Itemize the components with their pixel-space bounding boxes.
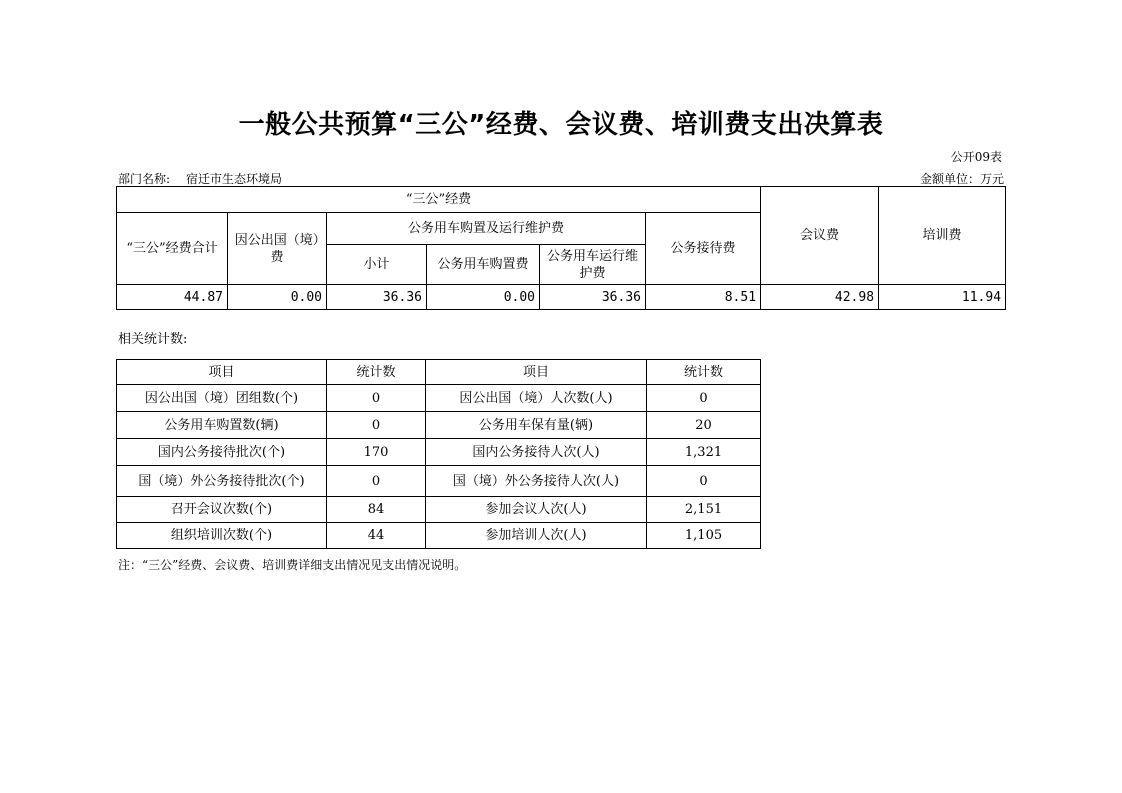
subtotal-value: 36.36 bbox=[327, 285, 427, 310]
vehicle-operation-value: 36.36 bbox=[540, 285, 646, 310]
meeting-fee-value: 42.98 bbox=[761, 285, 879, 310]
stats-count: 0 bbox=[327, 385, 426, 412]
abroad-fee-header: 因公出国（境）费 bbox=[228, 213, 327, 285]
stats-item-label: 国内公务接待人次(人) bbox=[426, 439, 647, 466]
stats-count: 0 bbox=[327, 412, 426, 439]
stats-count: 0 bbox=[327, 466, 426, 497]
sangong-total-header: “三公”经费合计 bbox=[117, 213, 228, 285]
related-stats-label: 相关统计数: bbox=[118, 332, 188, 347]
stats-item-label: 国（境）外公务接待人次(人) bbox=[426, 466, 647, 497]
stats-count: 0 bbox=[647, 385, 761, 412]
vehicle-purchase-header: 公务用车购置费 bbox=[427, 245, 540, 285]
sangong-total-value: 44.87 bbox=[117, 285, 228, 310]
stats-item-label: 组织培训次数(个) bbox=[117, 523, 327, 549]
table-row bbox=[117, 439, 761, 466]
department-label: 部门名称: bbox=[118, 172, 171, 186]
sangong-group-header: “三公”经费 bbox=[117, 187, 761, 213]
stats-count: 170 bbox=[327, 439, 426, 466]
stats-item-label: 公务用车购置数(辆) bbox=[117, 412, 327, 439]
vehicle-purchase-value: 0.00 bbox=[427, 285, 540, 310]
expenditure-table bbox=[116, 186, 1006, 310]
stats-count: 20 bbox=[647, 412, 761, 439]
table-row bbox=[117, 412, 761, 439]
stats-item-label: 国内公务接待批次(个) bbox=[117, 439, 327, 466]
department-name: 宿迁市生态环境局 bbox=[186, 172, 283, 186]
stats-count: 0 bbox=[647, 466, 761, 497]
stats-header-count-2: 统计数 bbox=[647, 360, 761, 385]
subtotal-header: 小计 bbox=[327, 245, 427, 285]
table-row bbox=[117, 497, 761, 523]
stats-item-label: 公务用车保有量(辆) bbox=[426, 412, 647, 439]
vehicle-operation-header: 公务用车运行维护费 bbox=[540, 245, 646, 285]
footnote: 注：“三公”经费、会议费、培训费详细支出情况见支出情况说明。 bbox=[118, 558, 467, 572]
form-number: 公开09表 bbox=[950, 150, 1002, 164]
page-title: 一般公共预算“三公”经费、会议费、培训费支出决算表 bbox=[238, 110, 884, 140]
training-fee-value: 11.94 bbox=[879, 285, 1006, 310]
stats-header-item-1: 项目 bbox=[117, 360, 327, 385]
training-fee-header: 培训费 bbox=[879, 187, 1006, 285]
amount-unit: 金额单位：万元 bbox=[919, 172, 1004, 186]
stats-header-count-1: 统计数 bbox=[327, 360, 426, 385]
stats-count: 44 bbox=[327, 523, 426, 549]
stats-count: 84 bbox=[327, 497, 426, 523]
abroad-fee-value: 0.00 bbox=[228, 285, 327, 310]
reception-fee-header: 公务接待费 bbox=[646, 213, 761, 285]
meeting-fee-header: 会议费 bbox=[761, 187, 879, 285]
statistics-table bbox=[116, 359, 761, 549]
stats-item-label: 因公出国（境）人次数(人) bbox=[426, 385, 647, 412]
table-row bbox=[117, 466, 761, 497]
stats-item-label: 因公出国（境）团组数(个) bbox=[117, 385, 327, 412]
reception-fee-value: 8.51 bbox=[646, 285, 761, 310]
stats-item-label: 参加培训人次(人) bbox=[426, 523, 647, 549]
stats-item-label: 召开会议次数(个) bbox=[117, 497, 327, 523]
stats-item-label: 参加会议人次(人) bbox=[426, 497, 647, 523]
stats-count: 1,105 bbox=[647, 523, 761, 549]
stats-item-label: 国（境）外公务接待批次(个) bbox=[117, 466, 327, 497]
table-row bbox=[117, 523, 761, 549]
table-row bbox=[117, 385, 761, 412]
vehicle-group-header: 公务用车购置及运行维护费 bbox=[327, 213, 646, 245]
stats-count: 1,321 bbox=[647, 439, 761, 466]
department-line bbox=[118, 170, 282, 187]
stats-header-item-2: 项目 bbox=[426, 360, 647, 385]
stats-count: 2,151 bbox=[647, 497, 761, 523]
